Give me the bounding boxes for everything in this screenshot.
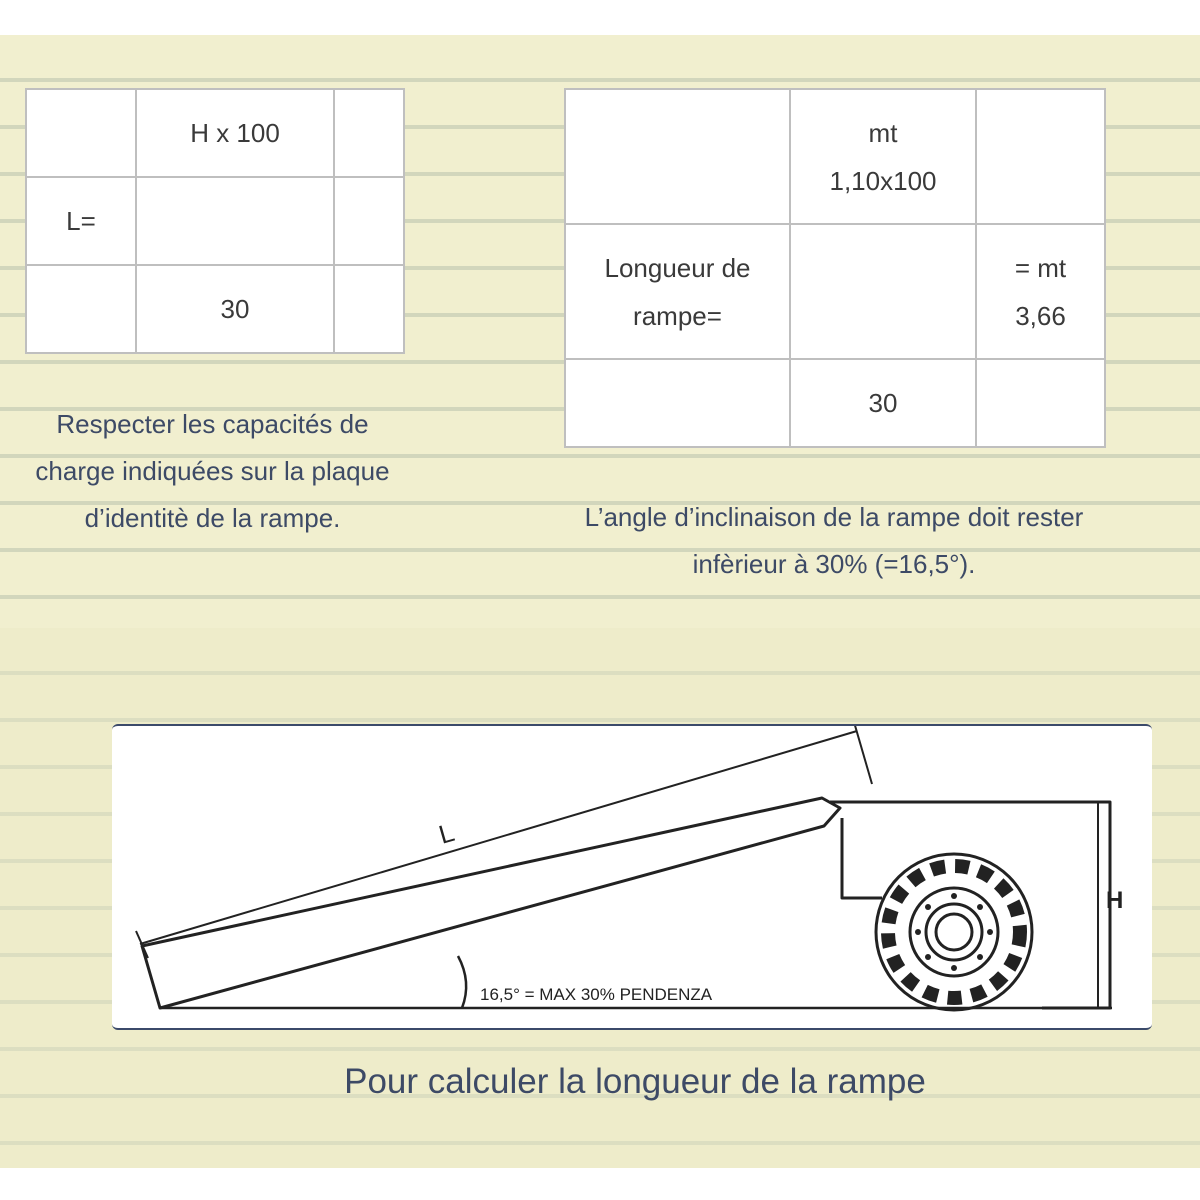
table-row [565,224,1105,359]
table-cell [976,359,1105,447]
table-cell [26,89,136,177]
table-row [26,177,404,265]
table-cell: Longueur de rampe= [565,224,790,359]
wheel-icon [876,854,1032,1010]
length-label: L [435,816,458,850]
angle-note: L’angle d’inclinaison de la rampe doit rester infèrieur à 30% (=16,5°). [584,502,1084,579]
table-cell: mt 1,10x100 [790,89,976,224]
table-cell [136,177,334,265]
table-row [26,265,404,353]
ramp-shape [142,798,840,1008]
ramp-diagram-drawing [112,726,1152,1028]
vehicle-platform [830,802,1110,1008]
angle-label: 16,5° = MAX 30% PENDENZA [480,985,713,1004]
height-label: H [1106,887,1124,914]
table-cell [334,177,404,265]
table-cell [26,265,136,353]
table-cell: H x 100 [136,89,334,177]
table-cell [334,89,404,177]
length-dimension-line [140,731,857,944]
table-row [26,89,404,177]
vehicle-body [842,818,882,898]
table-cell [790,224,976,359]
table-cell: 30 [790,359,976,447]
table-cell [976,89,1105,224]
top-margin [0,0,1200,35]
table-cell: 30 [136,265,334,353]
table-cell [565,89,790,224]
table-row [565,359,1105,447]
page-caption: Pour calculer la longueur de la rampe [344,1062,926,1101]
formula-table-h [25,88,405,354]
table-cell [334,265,404,353]
capacity-note: Respecter les capacités de charge indiquées sur la plaque d’identitè de la rampe. [35,409,390,533]
angle-arc [458,956,466,1008]
formula-table-length [564,88,1106,448]
table-cell: L= [26,177,136,265]
table-cell: = mt 3,66 [976,224,1105,359]
ramp-diagram [112,724,1152,1030]
table-row [565,89,1105,224]
table-cell [565,359,790,447]
